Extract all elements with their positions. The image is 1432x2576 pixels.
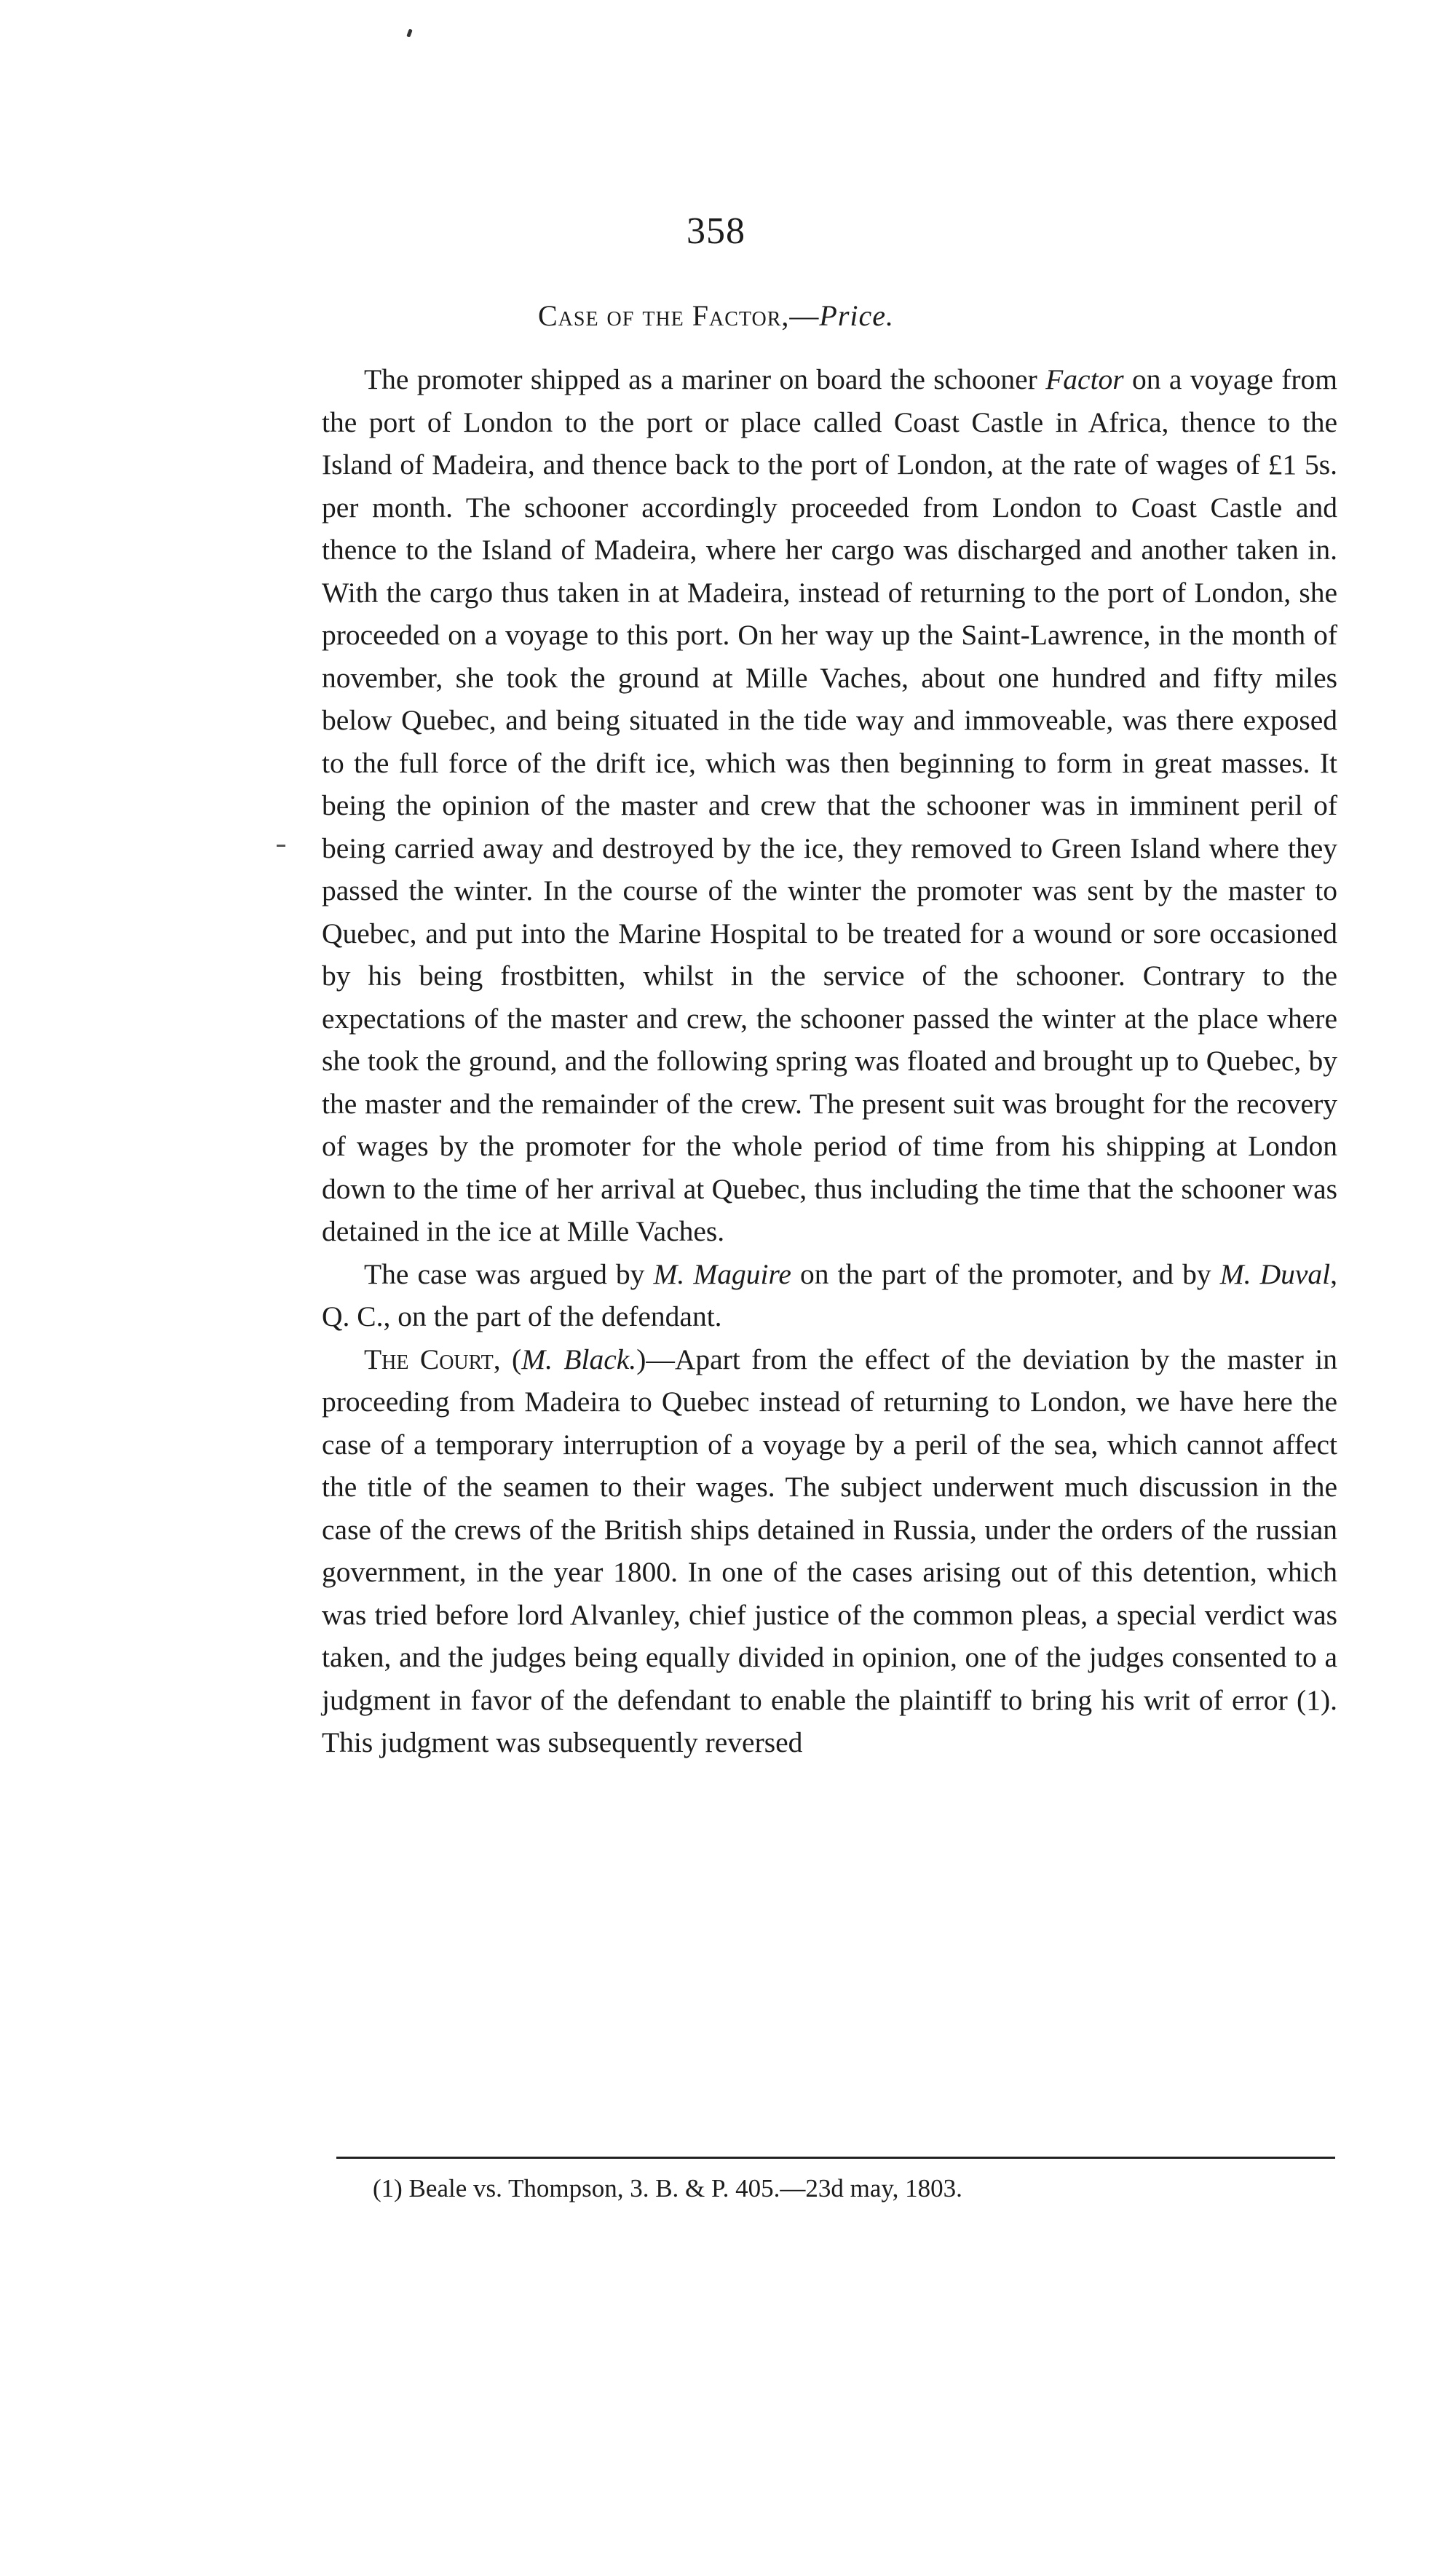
case-heading-party: Price. <box>819 299 895 332</box>
judge-name: M. Black. <box>521 1343 637 1375</box>
facts-text-start: The promoter shipped as a mariner on board the schooner <box>364 363 1046 395</box>
ink-speck <box>406 28 412 37</box>
counsel-text-start: The case was argued by <box>364 1257 654 1290</box>
paragraph-facts <box>322 358 1337 1253</box>
body-text <box>322 358 1337 1764</box>
ship-name: Factor <box>1045 363 1124 395</box>
counsel-defendant: M. Duval <box>1219 1257 1331 1290</box>
paragraph-counsel <box>322 1253 1337 1338</box>
page-number: 358 <box>687 210 745 252</box>
judgment-text: )—Apart from the effect of the deviation by the master in proceeding from Madeira to Quebec instead of returning to London, we have here the case of a temporary interruption of a voyage by a peril of the sea, which cannot affect the title of the seamen to their wages. The subject underwent much discussion in the case of the crews of the British ships detained in Russia, under the orders of the russian government, in the year 1800. In one of the cases arising out of this detention, which was tried before lord Alvanley, chief justice of the common pleas, a special verdict was taken, and the judges being equally divided in opinion, one of the judges consented to a judgment in favor of the defendant to enable the plaintiff to bring his writ of error (1). This judgment was subsequently reversed <box>322 1343 1337 1758</box>
facts-text-rest: on a voyage from the port of London to the port or place called Coast Castle in Africa, thence to the Island of Madeira, and thence back to the port of London, at the rate of wages of £1 5s. per month. The schooner accordingly proceeded from London to Coast Castle and thence to the Island of Madeira, where her cargo was discharged and another taken in. With the cargo thus taken in at Madeira, instead of returning to the port of London, she proceeded on a voyage to this port. On her way up the Saint-Lawrence, in the month of november, she took the ground at Mille Vaches, about one hundred and fifty miles below Quebec, and being situated in the tide way and immoveable, was there exposed to the full force of the drift ice, which was then beginning to form in great masses. It being the opinion of the master and crew that the schooner was in imminent peril of being carried away and destroyed by the ice, they removed to Green Island where they passed the winter. In the course of the winter the promoter was sent by the master to Quebec, and put into the Marine Hospital to be treated for a wound or sore occasioned by his being frostbitten, whilst in the service of the schooner. Contrary to the expectations of the master and crew, the schooner passed the winter at the place where she took the ground, and the following spring was floated and brought up to Quebec, by the master and the remainder of the crew. The present suit was brought for the recovery of wages by the promoter for the whole period of time from his shipping at London down to the time of her arrival at Quebec, thus including the time that the schooner was detained in the ice at Mille Vaches. <box>322 363 1337 1247</box>
court-label: The Court <box>364 1343 494 1375</box>
footnote: (1) Beale vs. Thompson, 3. B. & P. 405.—23d may, 1803. <box>373 2174 962 2202</box>
case-heading-dash: — <box>789 299 820 332</box>
case-heading <box>0 299 1432 333</box>
paragraph-judgment <box>322 1338 1337 1764</box>
judgment-paren-open: , ( <box>493 1343 522 1375</box>
counsel-promoter: M. Maguire <box>653 1257 791 1290</box>
margin-mark <box>277 845 285 847</box>
counsel-text-middle: on the part of the promoter, and by <box>791 1257 1220 1290</box>
counsel-text-end: , Q. C., on the part of the defendant. <box>322 1257 1337 1332</box>
footnote-rule <box>336 2157 1335 2159</box>
case-heading-title: Case of the Factor, <box>537 299 790 332</box>
